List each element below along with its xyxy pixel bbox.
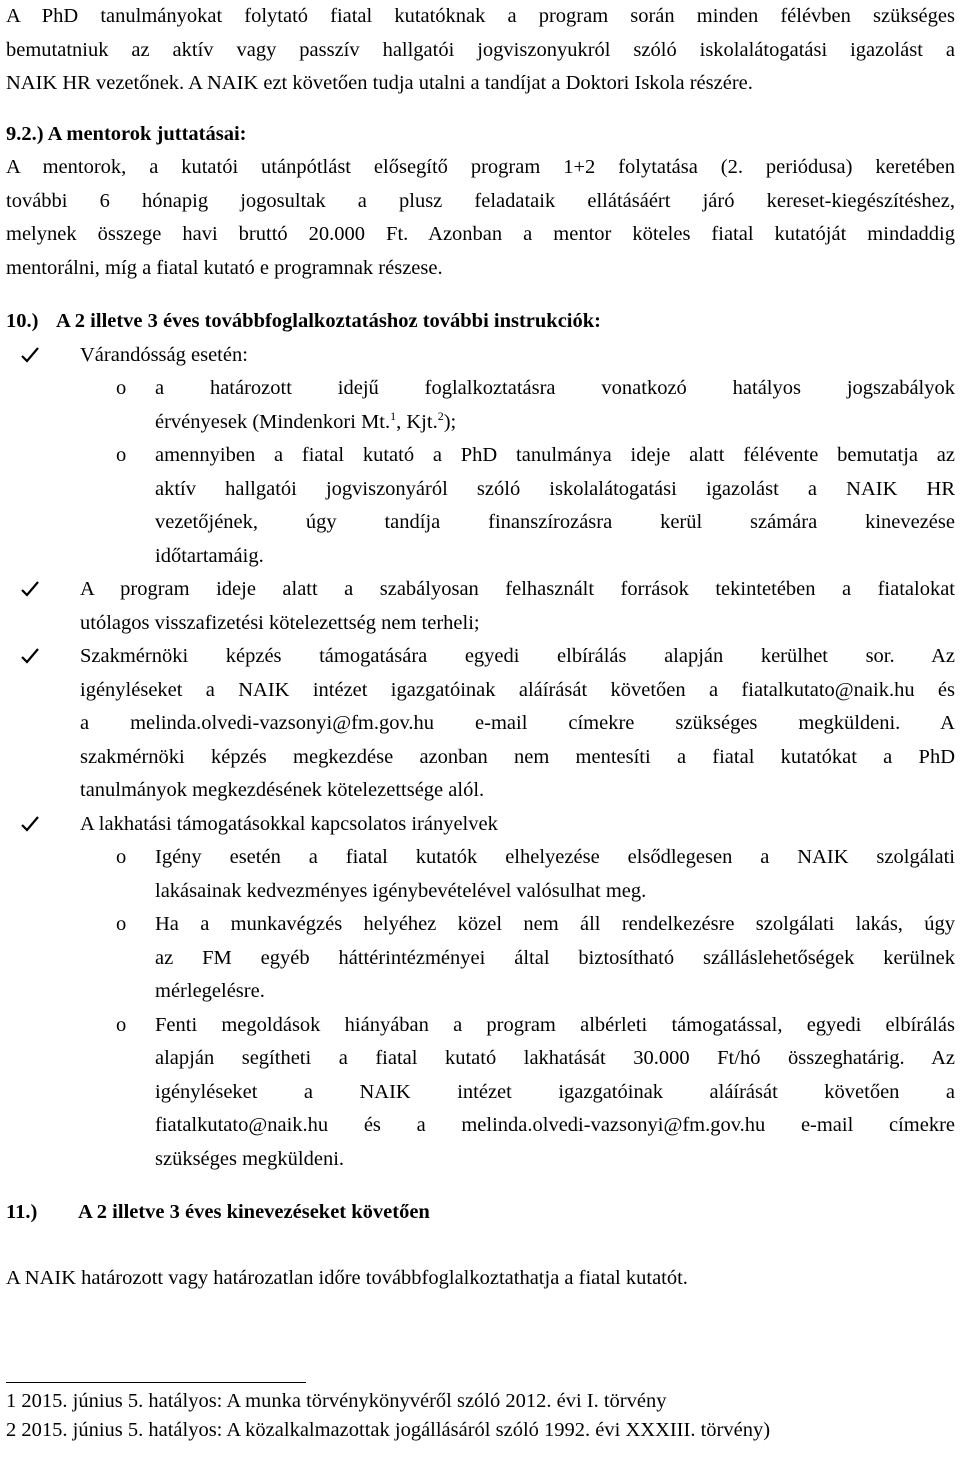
footnote-ref-2[interactable]: 2 xyxy=(437,408,444,423)
section-11-number: 11.) xyxy=(6,1201,38,1223)
sub-item-line: mérlegelésre. xyxy=(155,980,265,1002)
section-10-heading xyxy=(6,305,955,339)
section-9-2-line: mentorálni, míg a fiatal kutató e programnak részese. xyxy=(6,256,443,279)
sub-item-line: vezetőjének, úgy tandíja finanszírozásra kerül számára kinevezése xyxy=(155,511,955,533)
intro-line: bemutatniuk az aktív vagy passzív hallgatói jogviszonyukról szóló iskolalátogatási igazolást a xyxy=(6,38,955,61)
list-item-label: Várandósság esetén: xyxy=(80,343,248,366)
sub-item xyxy=(6,841,955,908)
sub-item-line: amennyiben a fiatal kutató a PhD tanulmánya ideje alatt félévente bemutatja az xyxy=(155,444,955,466)
sub-bullet: o xyxy=(116,377,127,399)
list-item-pregnancy xyxy=(6,339,955,373)
section-9-2-line: további 6 hónapig jogosultak a plusz feladataik ellátásáért járó kereset-kiegészítéshez, xyxy=(6,189,955,212)
text-run: érvényesek (Mindenkori Mt. xyxy=(155,410,391,433)
section-9-2-heading: 9.2.) A mentorok juttatásai: xyxy=(6,122,247,145)
checkmark-icon xyxy=(20,814,40,834)
sub-item-line: időtartamáig. xyxy=(155,544,264,567)
sub-item-line: alapján segítheti a fiatal kutató lakhatását 30.000 Ft/hó összeghatárig. Az xyxy=(155,1047,955,1069)
checkmark-icon xyxy=(20,579,40,599)
sub-item-line: Fenti megoldások hiányában a program albérleti támogatással, egyedi elbírálás xyxy=(155,1013,955,1036)
section-10-number: 10.) xyxy=(6,310,39,332)
list-item-line: tanulmányok megkezdésének kötelezettsége alól. xyxy=(80,779,485,801)
sub-item xyxy=(6,372,955,439)
checkmark-icon xyxy=(20,646,40,666)
list-item-line: utólagos visszafizetési kötelezettség nem terheli; xyxy=(80,611,480,634)
intro-line: NAIK HR vezetőnek. A NAIK ezt követően tudja utalni a tandíjat a Doktori Iskola részére. xyxy=(6,72,753,94)
list-item-line: A program ideje alatt a szabályosan felhasznált források tekintetében a fiatalokat xyxy=(80,578,955,600)
sub-bullet: o xyxy=(116,1013,127,1036)
section-9-2-line: A mentorok, a kutatói utánpótlást elősegítő program 1+2 folytatása (2. periódusa) keretében xyxy=(6,156,955,178)
list-item-line: a melinda.olvedi-vazsonyi@fm.gov.hu e-mail címekre szükséges megküldeni. A xyxy=(80,712,955,734)
sub-item xyxy=(6,908,955,1009)
sub-item-line: aktív hallgatói jogviszonyáról szóló iskolalátogatási igazolást a NAIK HR xyxy=(155,477,955,500)
list-item-line: szakmérnöki képzés megkezdése azonban nem mentesíti a fiatal kutatókat a PhD xyxy=(80,745,955,768)
footnotes xyxy=(6,1382,955,1445)
list-item-specialist-training xyxy=(6,640,955,808)
list-item-line: igényléseket a NAIK intézet igazgatóinak aláírását követően a fiatalkutato@naik.hu és xyxy=(80,678,955,701)
document-page xyxy=(6,0,955,1445)
footnote-2: 2 2015. június 5. hatályos: A közalkalmazottak jogállásáról szóló 1992. évi XXXIII. törvény) xyxy=(6,1419,771,1441)
section-11 xyxy=(6,1196,955,1295)
intro-paragraph xyxy=(6,0,955,101)
section-9-2 xyxy=(6,118,955,286)
checkmark-icon xyxy=(20,345,40,365)
text-run: ); xyxy=(443,410,457,433)
text-run: , Kjt. xyxy=(396,410,438,433)
section-11-heading xyxy=(6,1196,955,1230)
sub-item-line: a határozott idejű foglalkoztatásra vonatkozó hatályos jogszabályok xyxy=(155,377,955,399)
list-item-repayment xyxy=(6,573,955,640)
section-11-title: A 2 illetve 3 éves kinevezéseket követően xyxy=(78,1201,430,1223)
list-item-line: Szakmérnöki képzés támogatására egyedi elbírálás alapján kerülhet sor. Az xyxy=(80,645,955,667)
footnote-divider xyxy=(6,1382,306,1383)
list-item-housing xyxy=(6,808,955,842)
sub-item-line: lakásainak kedvezményes igénybevételével valósulhat meg. xyxy=(155,879,647,902)
sub-item-line: szükséges megküldeni. xyxy=(155,1147,345,1170)
section-9-2-line: melynek összege havi bruttó 20.000 Ft. Azonban a mentor köteles fiatal kutatóját mindaddig xyxy=(6,223,955,245)
sub-item-line xyxy=(155,406,955,440)
sub-bullet: o xyxy=(116,444,127,466)
footnote-ref-1[interactable]: 1 xyxy=(390,408,397,423)
sub-bullet: o xyxy=(116,913,127,935)
intro-line: A PhD tanulmányokat folytató fiatal kutatóknak a program során minden félévben szükséges xyxy=(6,5,955,27)
sub-item-line: Ha a munkavégzés helyéhez közel nem áll rendelkezésre szolgálati lakás, úgy xyxy=(155,913,955,935)
sub-item xyxy=(6,1009,955,1177)
list-item-label: A lakhatási támogatásokkal kapcsolatos irányelvek xyxy=(80,812,498,835)
sub-item-line: az FM egyéb háttérintézményei által biztosítható szálláslehetőségek kerülnek xyxy=(155,946,955,969)
section-11-body: A NAIK határozott vagy határozatlan időre továbbfoglalkoztathatja a fiatal kutatót. xyxy=(6,1266,688,1289)
sub-item-line: Igény esetén a fiatal kutatók elhelyezése elsődlegesen a NAIK szolgálati xyxy=(155,846,955,868)
sub-item-line: fiatalkutato@naik.hu és a melinda.olvedi-vazsonyi@fm.gov.hu e-mail címekre xyxy=(155,1114,955,1136)
footnote-1: 1 2015. június 5. hatályos: A munka törvénykönyvéről szóló 2012. évi I. törvény xyxy=(6,1390,667,1412)
sub-item-line: igényléseket a NAIK intézet igazgatóinak aláírását követően a xyxy=(155,1080,955,1103)
section-10 xyxy=(6,305,955,1176)
sub-item xyxy=(6,439,955,573)
sub-bullet: o xyxy=(116,846,127,868)
section-10-title: A 2 illetve 3 éves továbbfoglalkoztatáshoz további instrukciók: xyxy=(56,310,601,332)
